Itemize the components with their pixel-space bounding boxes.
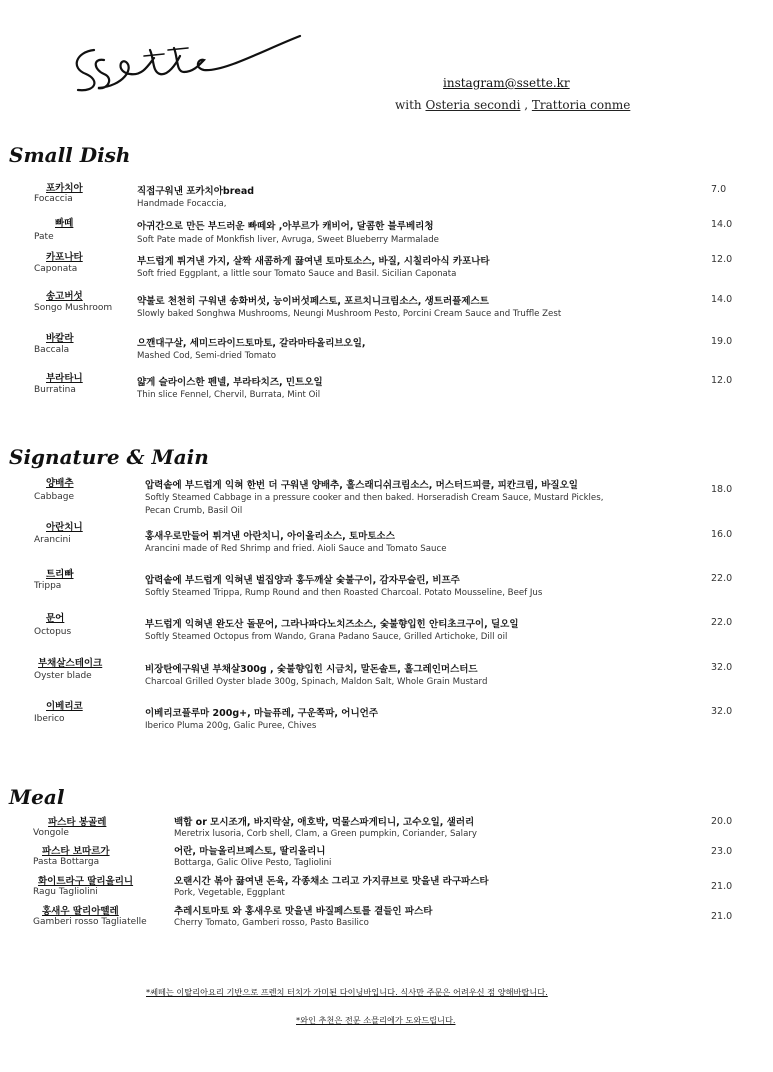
- item-en-name: Ragu Tagliolini: [33, 887, 98, 897]
- item-en-desc: Mashed Cod, Semi-dried Tomato: [137, 351, 277, 361]
- item-kr-desc: 비장탄에구워낸 부채살300g , 숯불향입힌 시금치, 말돈솔트, 홀그레인머스터드: [145, 664, 478, 675]
- item-price: 14.0: [711, 294, 733, 305]
- item-en-name: Baccala: [34, 345, 70, 355]
- item-en-desc: Thin slice Fennel, Chervil, Burrata, Mint Oil: [137, 390, 321, 400]
- item-en-desc: Pork, Vegetable, Eggplant: [174, 888, 285, 898]
- item-en-desc: Cherry Tomato, Gamberi rosso, Pasto Basilico: [174, 918, 369, 928]
- item-en-name: Vongole: [33, 828, 69, 838]
- item-price: 12.0: [711, 375, 733, 386]
- item-kr-desc: 추레시토마토 와 홍새우로 맛을낸 바질페스토를 곁들인 파스타: [174, 906, 433, 917]
- item-kr-name: 바칼라: [46, 333, 74, 344]
- item-price: 16.0: [711, 529, 733, 540]
- item-en-desc: Handmade Focaccia,: [137, 199, 227, 209]
- item-en-desc: Softly Steamed Octopus from Wando, Grana Padano Sauce, Grilled Artichoke, Dill oil: [145, 632, 508, 642]
- item-en-desc: Iberico Pluma 200g, Galic Puree, Chives: [145, 721, 317, 731]
- menu-item: [0, 249, 773, 285]
- footer-note-dining: *쎄떼는 이탈리아요리 기반으로 프렌치 터치가 가미된 다이닝바입니다. 식사만 주문은 어려우신 점 양해바랍니다.: [146, 987, 548, 997]
- item-en-name: Pate: [34, 232, 54, 242]
- item-en-desc: Charcoal Grilled Oyster blade 300g, Spinach, Maldon Salt, Whole Grain Mustard: [145, 677, 488, 687]
- item-en-name: Caponata: [34, 264, 78, 274]
- item-kr-desc: 오랜시간 볶아 끓여낸 돈육, 각종채소 그리고 가지큐브로 맛을낸 라구파스타: [174, 876, 489, 887]
- item-price: 21.0: [711, 911, 733, 922]
- menu-item: [0, 370, 773, 406]
- menu-item: [0, 903, 773, 933]
- menu-item: [0, 843, 773, 873]
- item-price: 7.0: [711, 184, 727, 195]
- item-kr-name: 빠떼: [55, 218, 74, 229]
- item-kr-name: 화이트라구 딸리올리니: [38, 876, 134, 887]
- item-price: 19.0: [711, 336, 733, 347]
- item-kr-desc: 어란, 마늘올리브페스토, 딸리올리니: [174, 846, 326, 857]
- item-en-name: Trippa: [34, 581, 62, 591]
- item-kr-desc: 부드럽게 튀겨낸 가지, 살짝 새콤하게 끓여낸 토마토소스, 바질, 시칠리아식 카포나타: [137, 256, 490, 267]
- item-kr-desc: 부드럽게 익혀낸 완도산 돌문어, 그라나파다노치즈소스, 숯불향입힌 안티초크구이, 딜오일: [145, 619, 519, 630]
- menu-item: [0, 288, 773, 324]
- item-kr-name: 이베리코: [46, 701, 83, 712]
- item-en-desc: Soft Pate made of Monkfish liver, Avruga, Sweet Blueberry Marmalade: [137, 235, 439, 245]
- section-title-small-dish: Small Dish: [9, 143, 131, 167]
- item-kr-name: 홍새우 딸리아뗄레: [42, 906, 119, 917]
- item-kr-desc: 약불로 천천히 구워낸 송화버섯, 능이버섯페스토, 포르치니크림소스, 생트러플제스트: [137, 296, 489, 307]
- item-price: 14.0: [711, 219, 733, 230]
- item-en-name: Cabbage: [34, 492, 74, 502]
- item-price: 23.0: [711, 846, 733, 857]
- item-kr-desc: 홍새우로만들어 튀겨낸 아란치니, 아이올리소스, 토마토소스: [145, 531, 395, 542]
- item-en-name: Focaccia: [34, 194, 73, 204]
- item-kr-name: 포카치아: [46, 183, 83, 194]
- section-title-signature-main: Signature & Main: [9, 445, 209, 469]
- item-kr-name: 카포나타: [46, 252, 83, 263]
- item-price: 32.0: [711, 662, 733, 673]
- item-en-desc: Slowly baked Songhwa Mushrooms, Neungi Mushroom Pesto, Porcini Cream Sauce and Truffle Zest: [137, 309, 562, 319]
- item-kr-desc: 얇게 슬라이스한 펜넬, 부라타치즈, 민트오일: [137, 377, 323, 388]
- item-kr-name: 아란치니: [46, 522, 83, 533]
- item-price: 22.0: [711, 573, 733, 584]
- partner-separator: ,: [520, 98, 532, 112]
- menu-item: [0, 698, 773, 734]
- item-price: 12.0: [711, 254, 733, 265]
- menu-item: [0, 814, 773, 844]
- item-kr-name: 파스타 봉골레: [48, 817, 107, 828]
- item-kr-name: 트리빠: [46, 569, 74, 580]
- item-en-desc: Meretrix lusoria, Corb shell, Clam, a Green pumpkin, Coriander, Salary: [174, 829, 477, 839]
- menu-item: [0, 873, 773, 903]
- item-en-desc: Softly Steamed Trippa, Rump Round and then Roasted Charcoal. Potato Mousseline, Beef Jus: [145, 588, 543, 598]
- partner-line: [395, 98, 630, 112]
- item-en-name: Gamberi rosso Tagliatelle: [33, 917, 147, 927]
- partner-trattoria-conme[interactable]: Trattoria conme: [531, 98, 631, 112]
- menu-item: [0, 215, 773, 251]
- item-kr-name: 부채살스테이크: [38, 658, 103, 669]
- item-en-desc-line2: Pecan Crumb, Basil Oil: [145, 506, 243, 516]
- item-kr-name: 양배추: [46, 478, 74, 489]
- item-kr-desc: 직접구워낸 포카치아bread: [137, 186, 255, 197]
- with-prefix: with: [395, 98, 426, 112]
- item-en-desc: Soft fried Eggplant, a little sour Tomato Sauce and Basil. Sicilian Caponata: [137, 269, 457, 279]
- item-kr-desc: 압력솥에 부드럽게 익혀 한번 더 구워낸 양배추, 홀스래디쉬크림소스, 머스터드피클, 피칸크림, 바질오일: [145, 480, 578, 491]
- item-kr-desc: 압력솥에 부드럽게 익혀낸 벌집양과 홍두깨살 숯불구이, 감자무슬린, 비프주: [145, 575, 460, 586]
- item-kr-name: 송고버섯: [46, 291, 83, 302]
- item-en-name: Iberico: [34, 714, 65, 724]
- item-kr-name: 부라타니: [46, 373, 83, 384]
- item-en-name: Octopus: [34, 627, 72, 637]
- item-en-desc: Softly Steamed Cabbage in a pressure cooker and then baked. Horseradish Cream Sauce, Mustard Pickles,: [145, 493, 604, 503]
- item-en-desc: Bottarga, Galic Olive Pesto, Tagliolini: [174, 858, 332, 868]
- item-price: 21.0: [711, 881, 733, 892]
- item-price: 22.0: [711, 617, 733, 628]
- footer-note-wine: *와인 추천은 전문 소믈리에가 도와드립니다.: [296, 1015, 456, 1025]
- menu-item: [0, 475, 773, 521]
- item-en-name: Songo Mushroom: [34, 303, 113, 313]
- item-en-name: Oyster blade: [34, 671, 92, 681]
- menu-item: [0, 566, 773, 602]
- item-kr-desc: 이베리코플루마 200g+, 마늘퓨레, 구운쪽파, 어니언주: [145, 708, 379, 719]
- item-en-name: Arancini: [34, 535, 71, 545]
- ssette-logo: [64, 28, 314, 98]
- menu-item: [0, 610, 773, 646]
- item-kr-name: 문어: [46, 613, 65, 624]
- section-title-meal: Meal: [9, 785, 65, 809]
- item-price: 20.0: [711, 816, 733, 827]
- item-kr-desc: 으깬대구살, 세미드라이드토마토, 갈라마타올리브오일,: [137, 338, 366, 349]
- item-en-name: Burratina: [34, 385, 76, 395]
- item-en-desc: Arancini made of Red Shrimp and fried. Aioli Sauce and Tomato Sauce: [145, 544, 447, 554]
- menu-item: [0, 519, 773, 555]
- menu-item: [0, 330, 773, 366]
- menu-item: [0, 655, 773, 691]
- item-price: 32.0: [711, 706, 733, 717]
- instagram-handle[interactable]: instagram@ssette.kr: [443, 76, 570, 90]
- item-kr-desc: 백합 or 모시조개, 바지락살, 애호박, 먹물스파게티니, 고수오일, 샐러리: [174, 817, 475, 828]
- menu-item: [0, 180, 773, 216]
- item-price: 18.0: [711, 484, 733, 495]
- item-kr-desc: 아귀간으로 만든 부드러운 빠떼와 ,아부르가 캐비어, 달콤한 블루베리청: [137, 221, 434, 232]
- item-kr-name: 파스타 보따르가: [42, 846, 110, 857]
- item-en-name: Pasta Bottarga: [33, 857, 100, 867]
- partner-osteria-secondi[interactable]: Osteria secondi: [425, 98, 521, 112]
